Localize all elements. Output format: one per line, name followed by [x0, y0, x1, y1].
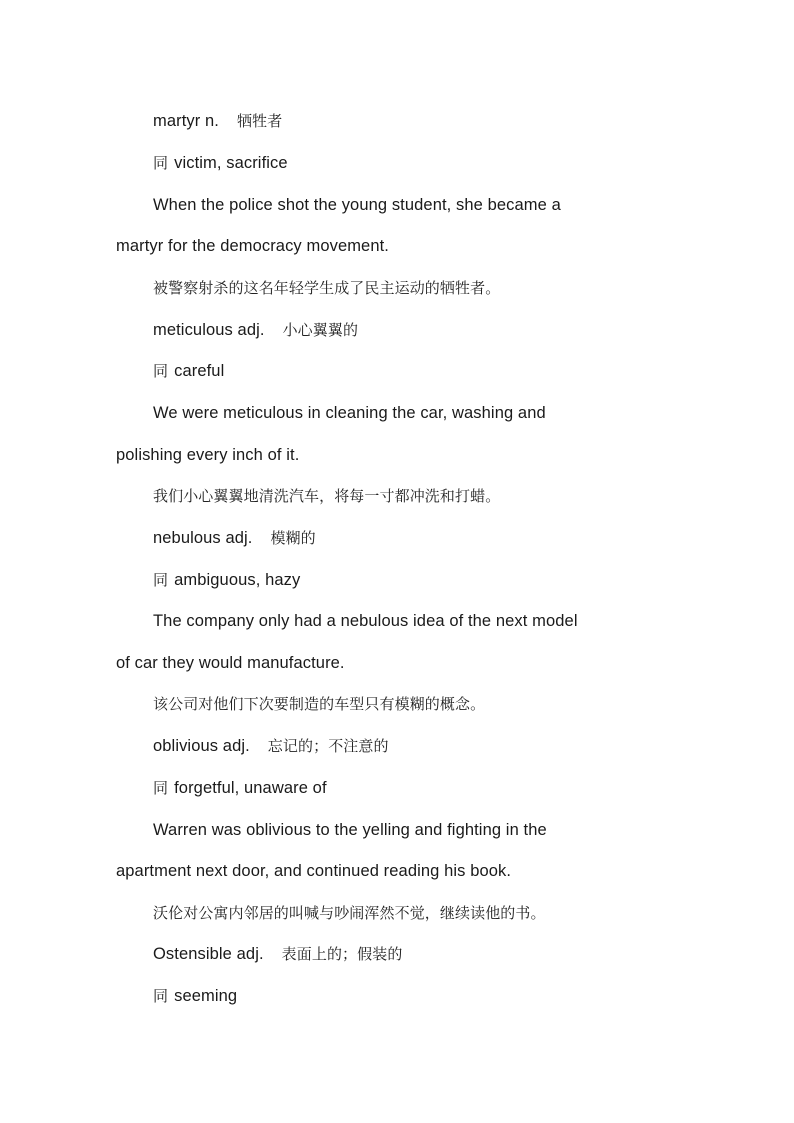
entry-headword-line: [153, 944, 402, 964]
example-sentence-continued: martyr for the democracy movement.: [116, 237, 389, 255]
synonyms-line: [153, 778, 327, 798]
definition-zh: 小心翼翼的: [282, 321, 359, 339]
headword: meticulous adj.: [153, 321, 265, 339]
entry-headword-line: [153, 111, 282, 131]
synonyms: ambiguous, hazy: [174, 571, 301, 589]
example-sentence-continued: apartment next door, and continued reading his book.: [116, 862, 512, 880]
example-sentence-continued: polishing every inch of it.: [116, 446, 300, 464]
headword: Ostensible adj.: [153, 945, 264, 963]
example-translation: 沃伦对公寓内邻居的叫喊与吵闹浑然不觉，继续读他的书。: [153, 904, 546, 922]
synonyms: victim, sacrifice: [174, 154, 288, 172]
headword: oblivious adj.: [153, 737, 250, 755]
synonyms: careful: [174, 362, 225, 380]
example-sentence: The company only had a nebulous idea of the next model: [153, 612, 578, 630]
example-translation: 被警察射杀的这名年轻学生成了民主运动的牺牲者。: [153, 279, 501, 297]
synonyms-line: [153, 153, 288, 173]
synonyms: forgetful, unaware of: [174, 779, 327, 797]
definition-zh: 模糊的: [270, 529, 316, 547]
synonyms-prefix: 同: [153, 154, 169, 172]
entry-headword-line: [153, 320, 358, 340]
example-sentence: We were meticulous in cleaning the car, washing and: [153, 404, 546, 422]
headword: martyr n.: [153, 112, 219, 130]
synonyms: seeming: [174, 987, 238, 1005]
headword: nebulous adj.: [153, 529, 253, 547]
definition-zh: 牺牲者: [237, 112, 283, 130]
synonyms-prefix: 同: [153, 362, 169, 380]
synonyms-line: [153, 570, 300, 590]
example-translation: 我们小心翼翼地清洗汽车，将每一寸都冲洗和打蜡。: [153, 487, 501, 505]
entry-headword-line: [153, 736, 389, 756]
synonyms-line: [153, 986, 237, 1006]
example-sentence-continued: of car they would manufacture.: [116, 654, 345, 672]
synonyms-line: [153, 361, 224, 381]
synonyms-prefix: 同: [153, 779, 169, 797]
example-sentence: Warren was oblivious to the yelling and fighting in the: [153, 821, 547, 839]
example-sentence: When the police shot the young student, she became a: [153, 196, 561, 214]
example-translation: 该公司对他们下次要制造的车型只有模糊的概念。: [153, 695, 486, 713]
definition-zh: 忘记的；不注意的: [267, 737, 389, 755]
synonyms-prefix: 同: [153, 571, 169, 589]
definition-zh: 表面上的；假装的: [281, 945, 403, 963]
entry-headword-line: [153, 528, 316, 548]
synonyms-prefix: 同: [153, 987, 169, 1005]
